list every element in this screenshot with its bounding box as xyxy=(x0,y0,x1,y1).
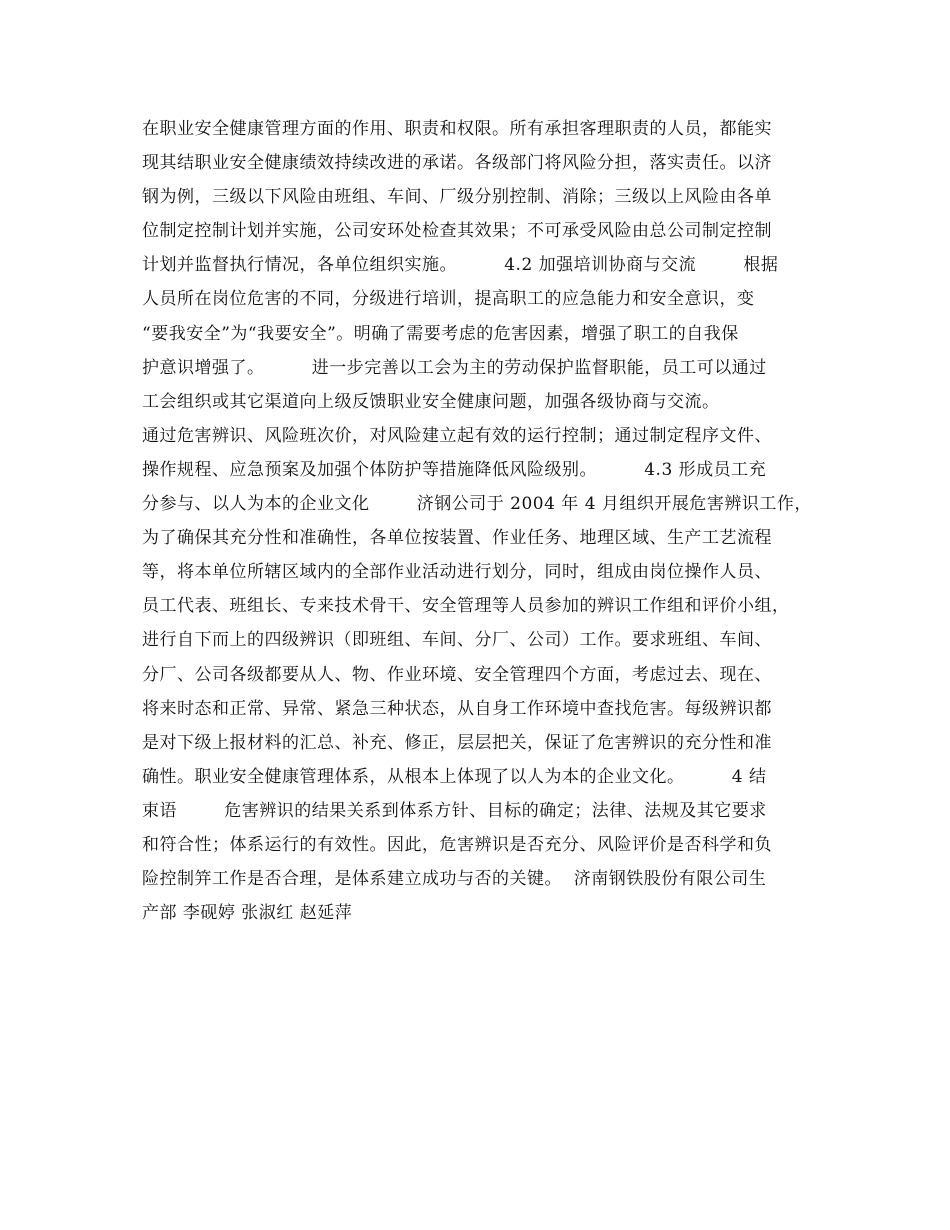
text-line: 计划并监督执行情况，各单位组织实施。 4.2 加强培训协商与交流 根据 xyxy=(142,255,779,276)
text-line: 现其结职业安全健康绩效持续改进的承诺。各级部门将风险分担，落实责任。以济 xyxy=(142,153,772,174)
text-line: 产部 李砚婷 张淑红 赵延萍 xyxy=(142,903,353,924)
text-line: 确性。职业安全健康管理体系，从根本上体现了以人为本的企业文化。 4 结 xyxy=(142,766,767,787)
text-line: 分参与、以人为本的企业文化 济钢公司于 2004 年 4 月组织开展危害辨识工作， xyxy=(142,494,812,515)
text-line: 险控制笄工作是否合理，是体系建立成功与否的关键。 济南钢铁股份有限公司生 xyxy=(142,869,767,890)
document-body xyxy=(142,112,818,930)
text-line: 在职业安全健康管理方面的作用、职责和权限。所有承担客理职责的人员，都能实 xyxy=(142,119,772,139)
text-line: 钢为例，三级以下风险由班组、车间、厂级分别控制、消除；三级以上风险由各单 xyxy=(142,187,772,208)
text-line: “要我安全”为“我要安全”。明确了需要考虑的危害因素，增强了职工的自我保 xyxy=(142,323,739,344)
text-line: 为了确保其充分性和准确性，各单位按装置、作业任务、地理区域、生产工艺流程 xyxy=(142,528,772,549)
text-line: 分厂、公司各级都要从人、物、作业环境、安全管理四个方面，考虑过去、现在、 xyxy=(142,664,772,685)
text-line: 进行自下而上的四级辨识（即班组、车间、分厂、公司）工作。要求班组、车间、 xyxy=(142,630,772,651)
text-line: 护意识增强了。 进一步完善以工会为主的劳动保护监督职能，员工可以通过 xyxy=(142,357,767,378)
text-line: 束语 危害辨识的结果关系到体系方针、目标的确定；法律、法规及其它要求 xyxy=(142,800,767,821)
text-line: 等，将本单位所辖区域内的全部作业活动进行划分，同时，组成由岗位操作人员、 xyxy=(142,562,772,583)
text-line: 通过危害辨识、风险班次价，对风险建立起有效的运行控制；通过制定程序文件、 xyxy=(142,425,772,446)
text-line: 将来时态和正常、异常、紧急三种状态，从自身工作环境中查找危害。每级辨识都 xyxy=(142,698,772,719)
text-line: 位制定控制计划并实施，公司安环处检查其效果；不可承受风险由总公司制定控制 xyxy=(142,221,772,242)
text-line: 人员所在岗位危害的不同，分级进行培训，提高职工的应急能力和安全意识，变 xyxy=(142,289,755,310)
text-line: 工会组织或其它渠道向上级反馈职业安全健康问题，加强各级协商与交流。 xyxy=(142,391,720,412)
text-line: 员工代表、班组长、专来技术骨干、安全管理等人员参加的辨识工作组和评价小组， xyxy=(142,596,790,617)
text-line: 和符合性；体系运行的有效性。因此，危害辨识是否充分、风险评价是否科学和负 xyxy=(142,834,772,855)
text-line: 操作规程、应急预案及加强个体防护等措施降低风险级别。 4.3 形成员工充 xyxy=(142,459,767,480)
text-line: 是对下级上报材料的汇总、补充、修正，层层把关，保证了危害辨识的充分性和准 xyxy=(142,732,772,753)
